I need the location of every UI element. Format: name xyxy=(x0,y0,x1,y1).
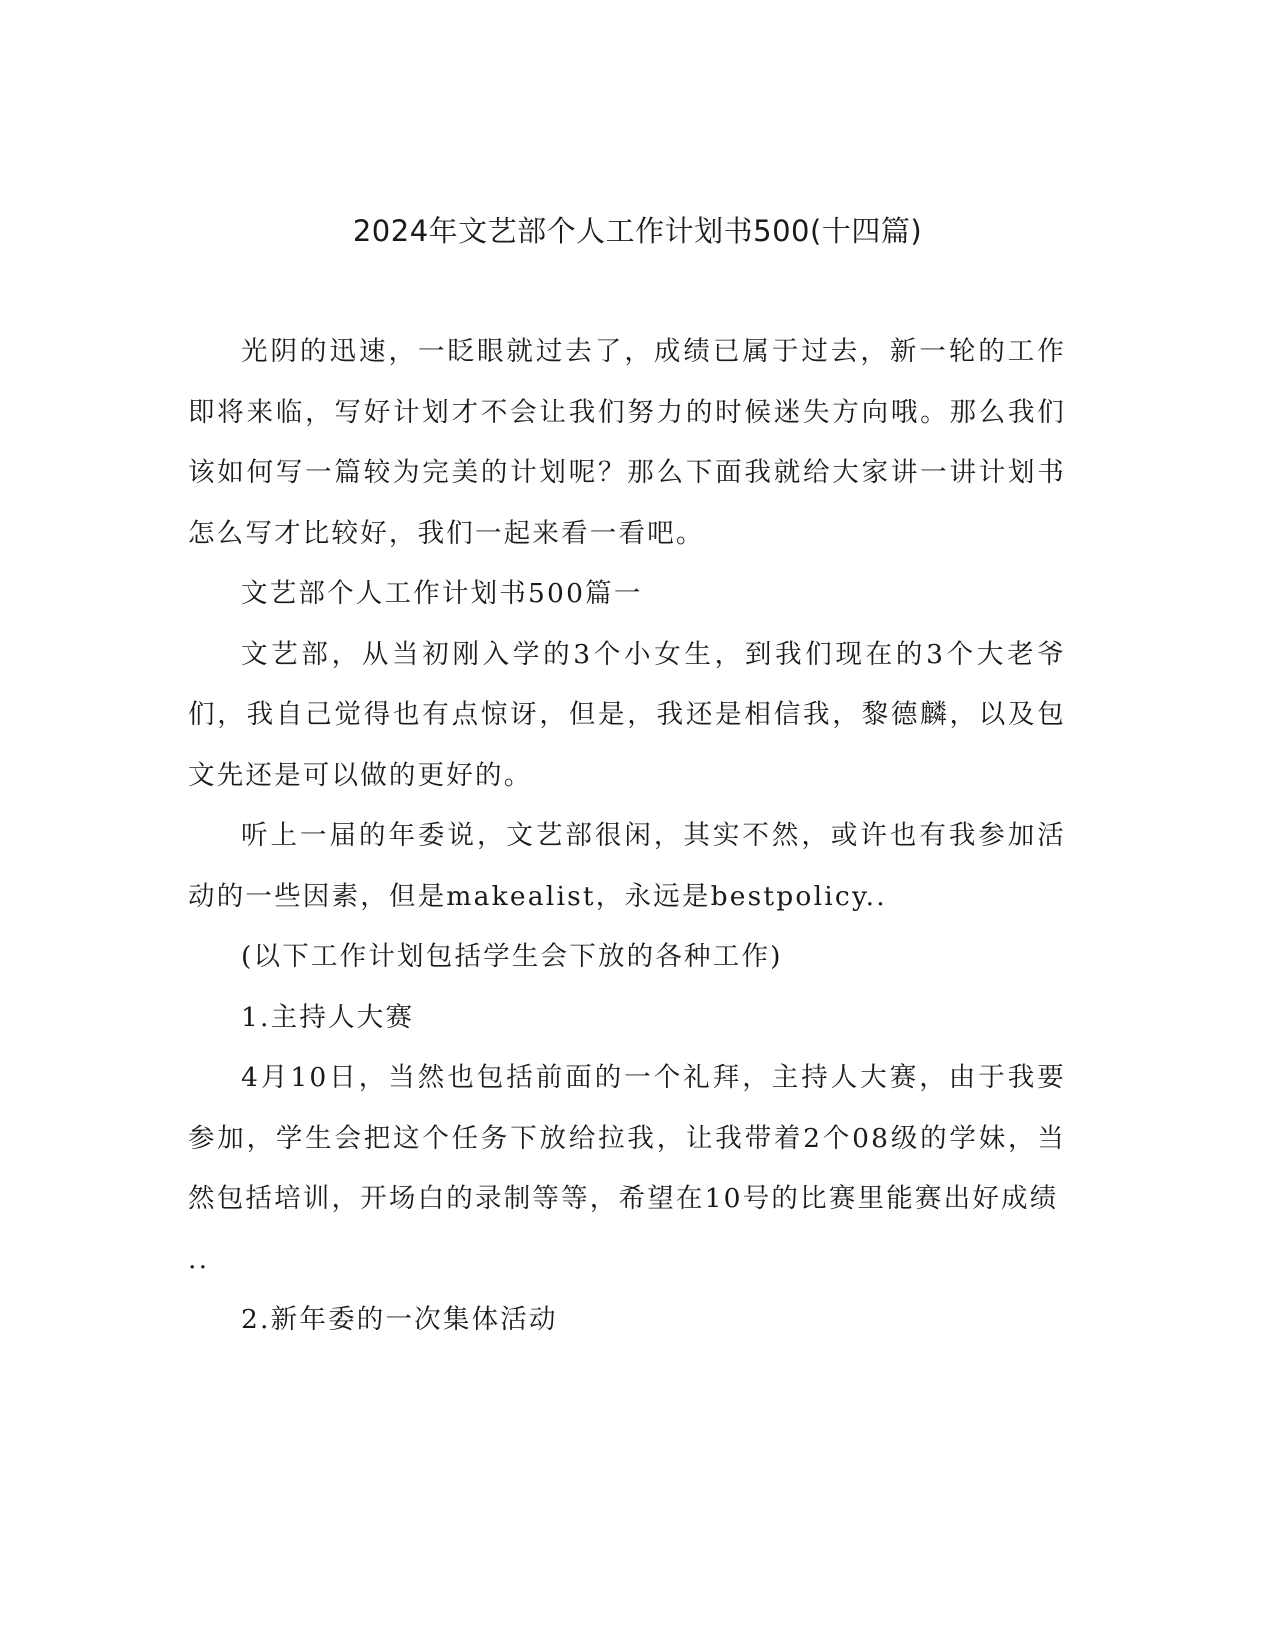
paragraph: (以下工作计划包括学生会下放的各种工作) xyxy=(241,941,783,972)
document-title: 2024年文艺部个人工作计划书500(十四篇) xyxy=(352,214,923,248)
section-heading: 文艺部个人工作计划书500篇一 xyxy=(241,578,643,609)
paragraph-intro: 光阴的迅速，一眨眼就过去了，成绩已属于过去，新一轮的工作即将来临，写好计划才不会让我们努力的时候迷失方向哦。那么我们该如何写一篇较为完美的计划呢？那么下面我就给大家讲一讲计划书怎么写才比较好，我们一起来看一看吧。 xyxy=(188,336,1066,549)
paragraph: 听上一届的年委说，文艺部很闲，其实不然，或许也有我参加活动的一些因素，但是makealist，永远是bestpolicy.. xyxy=(188,820,1066,912)
paragraph-continuation: .. xyxy=(188,1243,210,1275)
list-item-heading: 1.主持人大赛 xyxy=(241,1001,415,1033)
document-body xyxy=(188,322,1066,1351)
paragraph: 4月10日，当然也包括前面的一个礼拜，主持人大赛，由于我要参加，学生会把这个任务下放给拉我，让我带着2个08级的学妹，当然包括培训，开场白的录制等等，希望在10号的比赛里能赛出好成绩 xyxy=(188,1062,1066,1214)
paragraph: 文艺部，从当初刚入学的3个小女生，到我们现在的3个大老爷们，我自己觉得也有点惊讶，但是，我还是相信我，黎德麟，以及包文先还是可以做的更好的。 xyxy=(188,638,1066,791)
list-item-heading: 2.新年委的一次集体活动 xyxy=(241,1304,558,1335)
